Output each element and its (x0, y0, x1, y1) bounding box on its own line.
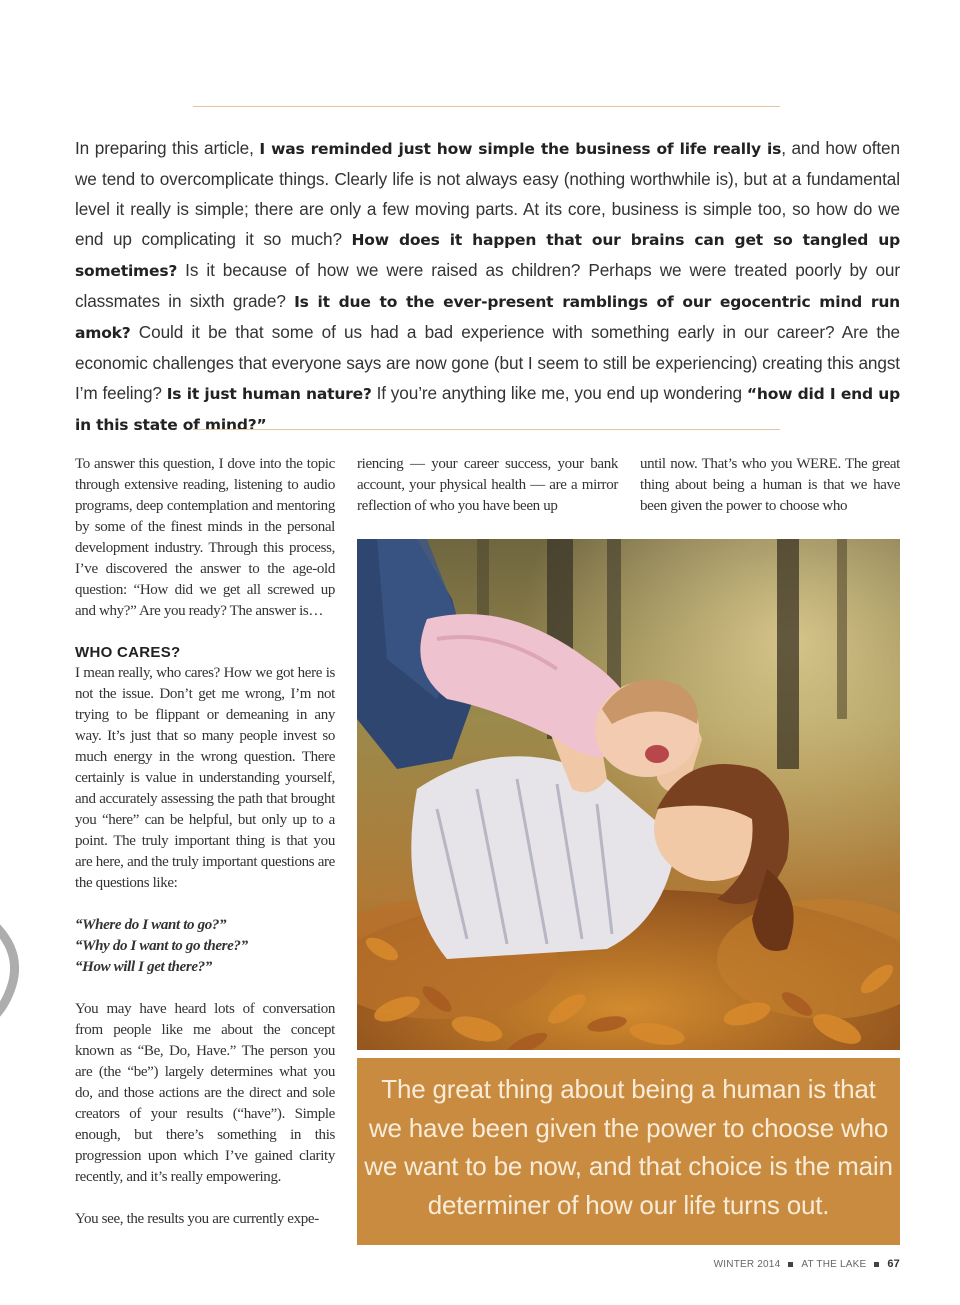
intro-text: In preparing this article, (75, 138, 260, 158)
question-line: “Why do I want to go there?” (75, 938, 248, 954)
section-heading: WHO CARES? (75, 644, 181, 661)
body-paragraph: To answer this question, I dove into the topic through extensive reading, listening to audio programs, deep contemplation and mentoring by some of the finest minds in the personal development industry. Through this process, I’ve discovered the answer to the age-old question: “How did we get all screwed up and why?” Are you ready? The answer is… (75, 456, 335, 619)
page-footer (714, 1258, 900, 1270)
intro-bold: Is it just human nature? (166, 385, 372, 403)
body-paragraph: You see, the results you are currently expe- (75, 1211, 319, 1227)
intro-bold: How does it happen that our brains can get so tangled up sometimes? (75, 231, 900, 280)
pull-quote-box (357, 1058, 900, 1245)
magazine-name: AT THE LAKE (801, 1258, 867, 1270)
bottom-divider (193, 429, 780, 430)
page-number: 67 (887, 1258, 900, 1270)
body-paragraph: I mean really, who cares? How we got here is not the issue. Don’t get me wrong, I’m not trying to be flippant or demeaning in any way. It’s just that so many people invest so much energy in the wrong question. There certainly is value in understanding yourself, and accurately assessing the path that brought you “here” can be helpful, but only up to a point. The truly important thing is that you are here, and the truly important questions are the questions like: (75, 665, 335, 891)
intro-bold: “how did I end up in this state of mind?” (75, 385, 901, 434)
body-paragraph: riencing — your career success, your bank account, your physical health — are a mirror reflection of who you have been up (357, 456, 618, 514)
article-column-2 (357, 454, 618, 517)
intro-text: Is it because of how we were raised as children? Perhaps we were treated poorly by our classmates in sixth grade? (75, 260, 900, 311)
issue-label: WINTER 2014 (713, 1258, 781, 1270)
question-line: “How will I get there?” (75, 959, 212, 975)
article-column-1 (75, 454, 335, 1230)
article-column-3 (640, 454, 900, 517)
pull-quote: The great thing about being a human is that we have been given the power to choose who we want to be now, and that choice is the main determiner of how our life turns out. (364, 1074, 893, 1220)
separator-square-icon (874, 1262, 879, 1267)
top-divider (193, 106, 780, 107)
intro-bold: Is it due to the ever-present ramblings of our egocentric mind run amok? (75, 293, 900, 342)
intro-bold: I was reminded just how simple the business of life really is (259, 140, 782, 158)
intro-text: , and how often we tend to overcomplicate things. Clearly life is not always easy (nothing worthwhile is), but at a fundamental level it really is simple; there are only a few moving parts. At its core, business is simple too, so how do we end up complicating it so much? (75, 138, 900, 249)
separator-square-icon (788, 1262, 793, 1267)
body-paragraph: You may have heard lots of conversation from people like me about the concept known as “Be, Do, Have.” The person you are (the “be”) largely determines what you do, and those actions are the direct and sole creators of your results (“have”). Simple enough, but there’s something in this progression upon which I’ve gained clarity recently, and it’s really empowering. (75, 1001, 335, 1185)
intro-text: If you’re anything like me, you end up wondering (371, 383, 747, 403)
binding-swirl-decoration (0, 905, 32, 1035)
mother-baby-photo (357, 539, 900, 1050)
body-paragraph: until now. That’s who you WERE. The great thing about being a human is that we have been given the power to choose who (640, 456, 900, 514)
question-list (75, 915, 335, 978)
intro-text: Could it be that some of us had a bad experience with something early in our career? Are the economic challenges that everyone says are now gone (but I seem to still be experiencing) creating this angst I’m feeling? (75, 322, 900, 403)
question-line: “Where do I want to go?” (75, 917, 227, 933)
intro-paragraph (75, 133, 900, 440)
